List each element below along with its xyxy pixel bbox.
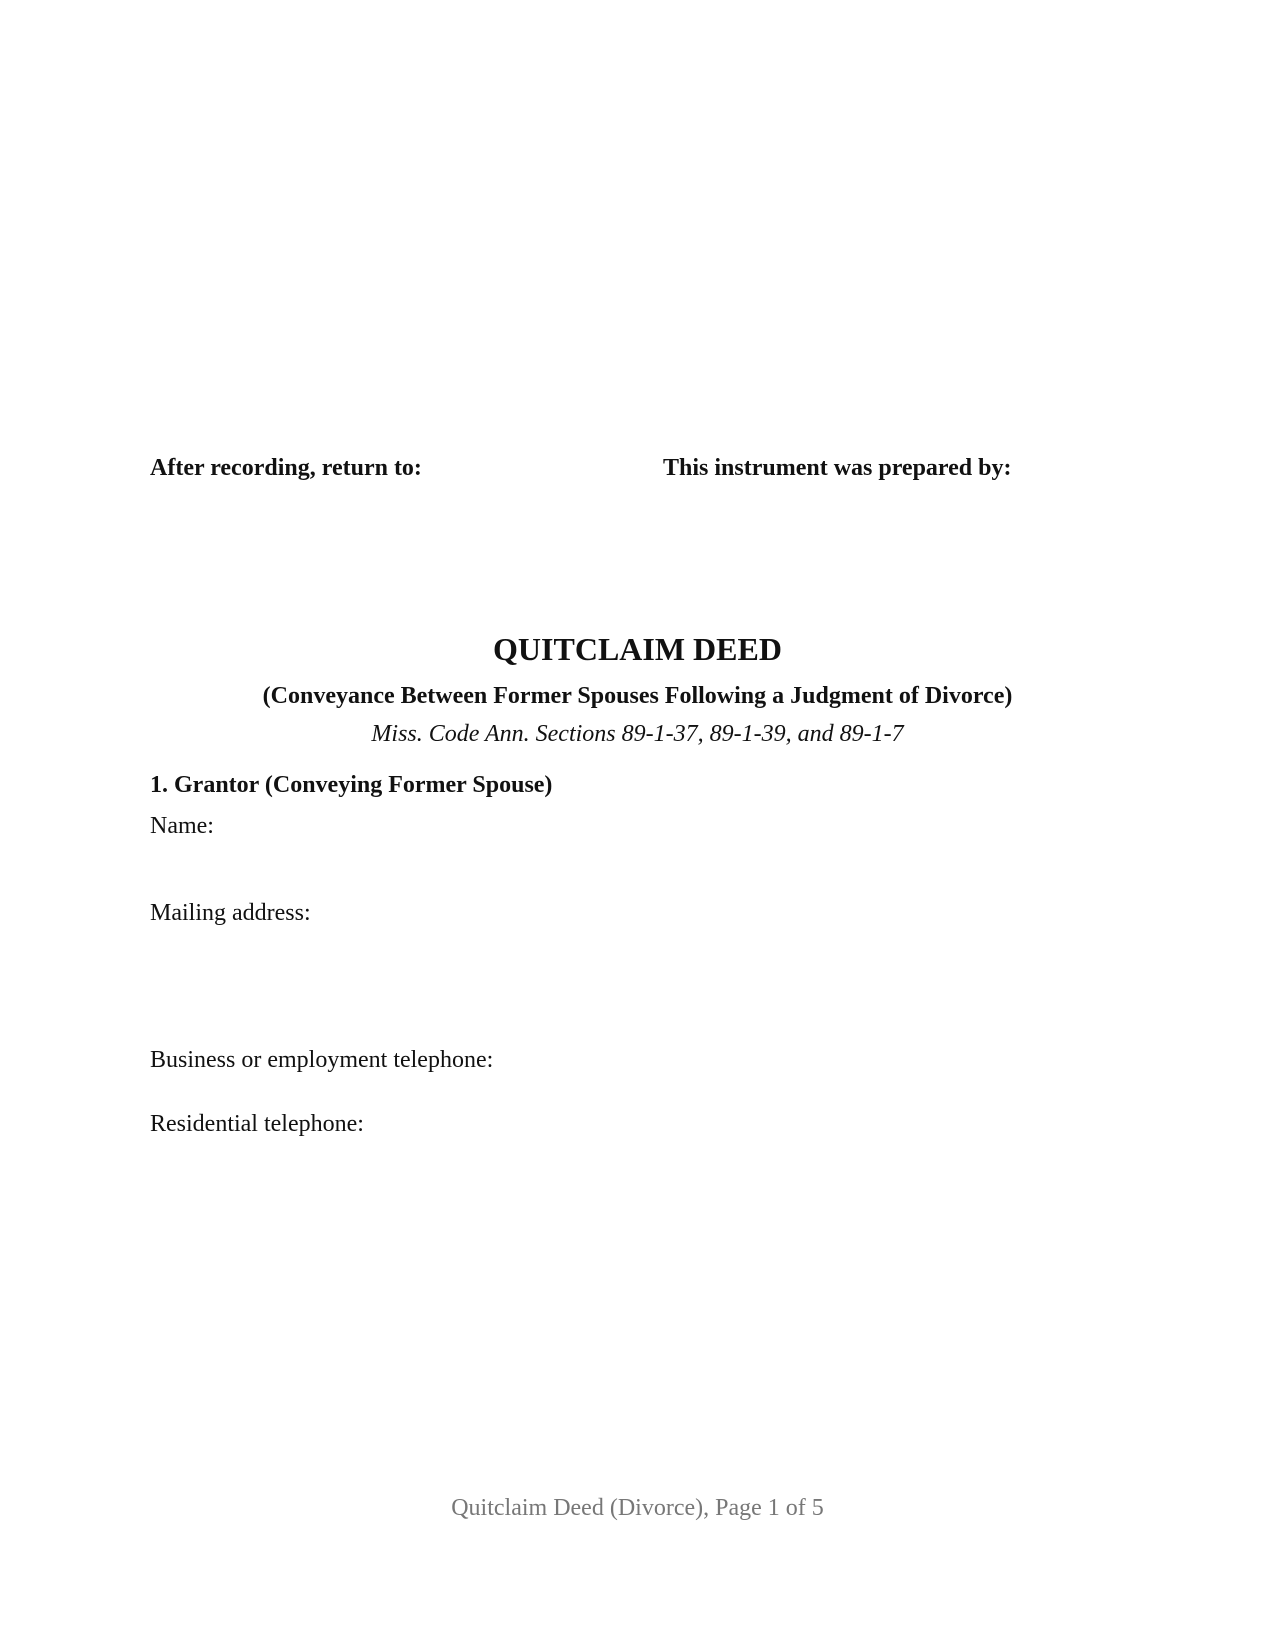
grantor-name-label: Name:	[150, 813, 214, 839]
document-subtitle: (Conveyance Between Former Spouses Following a Judgment of Divorce)	[262, 683, 1013, 709]
page-footer: Quitclaim Deed (Divorce), Page 1 of 5	[451, 1495, 824, 1521]
grantor-section-heading: 1. Grantor (Conveying Former Spouse)	[150, 772, 553, 798]
statute-citation: Miss. Code Ann. Sections 89-1-37, 89-1-39, and 89-1-7	[371, 721, 904, 747]
return-to-label: After recording, return to:	[150, 455, 422, 481]
grantor-business-phone-label: Business or employment telephone:	[150, 1047, 494, 1073]
prepared-by-label: This instrument was prepared by:	[663, 455, 1012, 481]
grantor-residential-phone-label: Residential telephone:	[150, 1111, 364, 1137]
grantor-mailing-address-label: Mailing address:	[150, 900, 311, 926]
document-title: QUITCLAIM DEED	[493, 631, 782, 667]
